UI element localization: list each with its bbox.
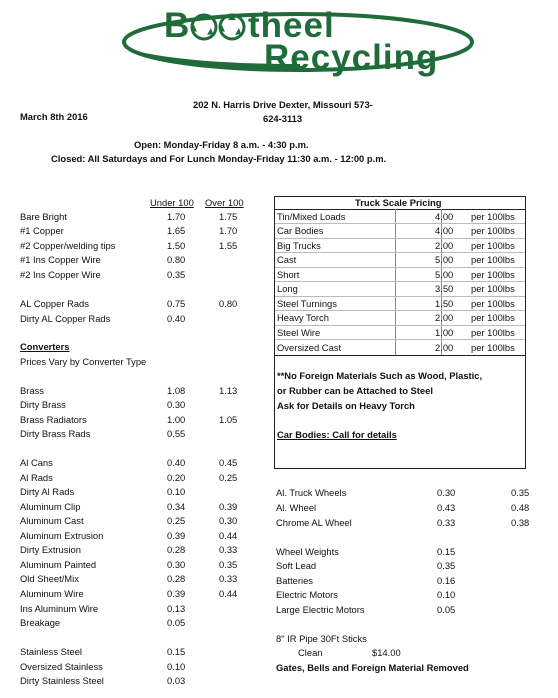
under-price: 0.75 bbox=[167, 298, 186, 309]
list-item-name: Dirty Al Rads bbox=[20, 486, 75, 497]
under-price: 0.20 bbox=[167, 472, 186, 483]
list-item-name: Breakage bbox=[20, 617, 61, 628]
under-price: 0.40 bbox=[167, 313, 186, 324]
list-item-name: Al. Truck Wheels bbox=[276, 487, 347, 498]
list-item-name: Aluminum Painted bbox=[20, 559, 97, 570]
list-item-name: Oversized Stainless bbox=[20, 661, 103, 672]
list-item-name: Aluminum Extrusion bbox=[20, 530, 104, 541]
under-price: 1.70 bbox=[167, 211, 186, 222]
list-item-name: Dirty Extrusion bbox=[20, 544, 81, 555]
list-item-name: Oversized Cast bbox=[277, 342, 342, 353]
over-price: 0.33 bbox=[219, 544, 238, 555]
under-price: 1.00 bbox=[167, 414, 186, 425]
truck-unit: per 100lbs bbox=[471, 312, 515, 323]
ir-pipe-label: Clean bbox=[298, 647, 323, 658]
under-price: 0.28 bbox=[167, 573, 186, 584]
over-price: 0.80 bbox=[219, 298, 238, 309]
list-item-name: #2 Copper/welding tips bbox=[20, 240, 116, 251]
over-price: 1.05 bbox=[219, 414, 238, 425]
under-price: 0.03 bbox=[167, 675, 186, 686]
truck-unit: per 100lbs bbox=[471, 211, 515, 222]
over-price: 0.25 bbox=[219, 472, 238, 483]
converters-note: Prices Vary by Converter Type bbox=[20, 356, 147, 367]
under-price: 1.08 bbox=[167, 385, 186, 396]
list-item-name: Short bbox=[277, 269, 300, 280]
misc-price: 0.15 bbox=[437, 546, 456, 557]
car-bodies-note: Car Bodies: Call for details bbox=[277, 429, 397, 440]
truck-scale-box bbox=[274, 196, 526, 469]
under-price: 0.43 bbox=[437, 502, 456, 513]
truck-price: 5.00 bbox=[435, 269, 454, 280]
under-price: 0.13 bbox=[167, 603, 186, 614]
misc-price: 0.10 bbox=[437, 589, 456, 600]
under-price: 0.15 bbox=[167, 646, 186, 657]
truck-price: 4.00 bbox=[435, 225, 454, 236]
list-item-name: Steel Wire bbox=[277, 327, 321, 338]
closed-hours: Closed: All Saturdays and For Lunch Monday-Friday 11:30 a.m. - 12:00 p.m. bbox=[51, 153, 387, 164]
under-price: 0.28 bbox=[167, 544, 186, 555]
under-price: 0.10 bbox=[167, 486, 186, 497]
truck-note-1: **No Foreign Materials Such as Wood, Plastic, bbox=[277, 370, 483, 381]
truck-price: 2.00 bbox=[435, 342, 454, 353]
truck-price: 5.00 bbox=[435, 254, 454, 265]
col-under-header: Under 100 bbox=[150, 197, 194, 208]
list-item-name: Soft Lead bbox=[276, 560, 317, 571]
list-item-name: Cast bbox=[277, 254, 297, 265]
list-item-name: #2 Ins Copper Wire bbox=[20, 269, 101, 280]
truck-note-3: Ask for Details on Heavy Torch bbox=[277, 400, 415, 411]
open-hours: Open: Monday-Friday 8 a.m. - 4:30 p.m. bbox=[134, 139, 309, 150]
list-item-name: Dirty AL Copper Rads bbox=[20, 313, 111, 324]
over-price: 0.35 bbox=[219, 559, 238, 570]
under-price: 0.40 bbox=[167, 457, 186, 468]
over-price: 0.38 bbox=[511, 517, 530, 528]
truck-note-2: or Rubber can be Attached to Steel bbox=[277, 385, 433, 396]
misc-price: 0.05 bbox=[437, 604, 456, 615]
under-price: 0.34 bbox=[167, 501, 186, 512]
list-item-name: Chrome AL Wheel bbox=[276, 517, 352, 528]
list-item-name: Brass Radiators bbox=[20, 414, 87, 425]
under-price: 1.50 bbox=[167, 240, 186, 251]
truck-price: 2.00 bbox=[435, 312, 454, 323]
over-price: 1.13 bbox=[219, 385, 238, 396]
truck-price: 3.50 bbox=[435, 283, 454, 294]
over-price: 0.48 bbox=[511, 502, 530, 513]
over-price: 0.33 bbox=[219, 573, 238, 584]
truck-unit: per 100lbs bbox=[471, 225, 515, 236]
truck-scale-title: Truck Scale Pricing bbox=[355, 197, 442, 208]
list-item-name: #1 Copper bbox=[20, 225, 64, 236]
over-price: 0.39 bbox=[219, 501, 238, 512]
list-item-name: Dirty Brass bbox=[20, 399, 66, 410]
truck-unit: per 100lbs bbox=[471, 298, 515, 309]
list-item-name: Old Sheet/Mix bbox=[20, 573, 79, 584]
over-price: 1.55 bbox=[219, 240, 238, 251]
truck-price: 1.00 bbox=[435, 327, 454, 338]
over-price: 0.45 bbox=[219, 457, 238, 468]
list-item-name: AL Copper Rads bbox=[20, 298, 89, 309]
list-item-name: #1 Ins Copper Wire bbox=[20, 254, 101, 265]
misc-price: 0.35 bbox=[437, 560, 456, 571]
list-item-name: Car Bodies bbox=[277, 225, 324, 236]
truck-unit: per 100lbs bbox=[471, 327, 515, 338]
list-item-name: Brass bbox=[20, 385, 44, 396]
list-item-name: Al. Wheel bbox=[276, 502, 317, 513]
truck-unit: per 100lbs bbox=[471, 342, 515, 353]
truck-unit: per 100lbs bbox=[471, 283, 515, 294]
list-item-name: Batteries bbox=[276, 575, 313, 586]
list-item-name: Aluminum Clip bbox=[20, 501, 81, 512]
truck-price: 2.00 bbox=[435, 240, 454, 251]
address-line1: 202 N. Harris Drive Dexter, Missouri 573- bbox=[193, 99, 373, 110]
list-item-name: Electric Motors bbox=[276, 589, 338, 600]
under-price: 0.35 bbox=[167, 269, 186, 280]
truck-scale-header bbox=[275, 197, 525, 210]
under-price: 0.39 bbox=[167, 588, 186, 599]
over-price: 0.44 bbox=[219, 588, 238, 599]
list-item-name: Ins Aluminum Wire bbox=[20, 603, 99, 614]
under-price: 0.25 bbox=[167, 515, 186, 526]
list-item-name: Dirty Brass Rads bbox=[20, 428, 91, 439]
list-item-name: Heavy Torch bbox=[277, 312, 329, 323]
list-item-name: Wheel Weights bbox=[276, 546, 339, 557]
under-price: 0.80 bbox=[167, 254, 186, 265]
date: March 8th 2016 bbox=[20, 111, 88, 122]
over-price: 0.35 bbox=[511, 487, 530, 498]
under-price: 0.30 bbox=[167, 559, 186, 570]
list-item-name: Al Rads bbox=[20, 472, 53, 483]
ir-pipe-title: 8" IR Pipe 30Ft Sticks bbox=[276, 633, 367, 644]
under-price: 0.39 bbox=[167, 530, 186, 541]
logo-line2: Recycling bbox=[264, 38, 439, 77]
list-item-name: Al Cans bbox=[20, 457, 53, 468]
over-price: 1.70 bbox=[219, 225, 238, 236]
under-price: 0.30 bbox=[437, 487, 456, 498]
logo-letter-b: B bbox=[164, 6, 190, 45]
list-item-name: Long bbox=[277, 283, 298, 294]
under-price: 0.33 bbox=[437, 517, 456, 528]
list-item-name: Steel Turnings bbox=[277, 298, 337, 309]
logo-theel: theel bbox=[248, 6, 335, 45]
list-item-name: Big Trucks bbox=[277, 240, 321, 251]
truck-price: 4.00 bbox=[435, 211, 454, 222]
under-price: 0.10 bbox=[167, 661, 186, 672]
ir-pipe-price: $14.00 bbox=[372, 647, 401, 658]
under-price: 0.05 bbox=[167, 617, 186, 628]
under-price: 1.65 bbox=[167, 225, 186, 236]
over-price: 0.44 bbox=[219, 530, 238, 541]
misc-price: 0.16 bbox=[437, 575, 456, 586]
over-price: 0.30 bbox=[219, 515, 238, 526]
list-item-name: Stainless Steel bbox=[20, 646, 83, 657]
under-price: 0.55 bbox=[167, 428, 186, 439]
list-item-name: Large Electric Motors bbox=[276, 604, 365, 615]
converters-title: Converters bbox=[20, 341, 70, 352]
list-item-name: Bare Bright bbox=[20, 211, 67, 222]
footer-note: Gates, Bells and Foreign Material Removed bbox=[276, 662, 469, 673]
list-item-name: Aluminum Wire bbox=[20, 588, 84, 599]
truck-unit: per 100lbs bbox=[471, 254, 515, 265]
list-item-name: Tin/Mixed Loads bbox=[277, 211, 346, 222]
truck-unit: per 100lbs bbox=[471, 240, 515, 251]
truck-unit: per 100lbs bbox=[471, 269, 515, 280]
under-price: 0.30 bbox=[167, 399, 186, 410]
logo bbox=[120, 8, 480, 80]
address-line2: 624-3113 bbox=[263, 113, 303, 124]
over-price: 1.75 bbox=[219, 211, 238, 222]
list-item-name: Dirty Stainless Steel bbox=[20, 675, 104, 686]
list-item-name: Aluminum Cast bbox=[20, 515, 84, 526]
truck-price: 1.50 bbox=[435, 298, 454, 309]
col-over-header: Over 100 bbox=[205, 197, 244, 208]
